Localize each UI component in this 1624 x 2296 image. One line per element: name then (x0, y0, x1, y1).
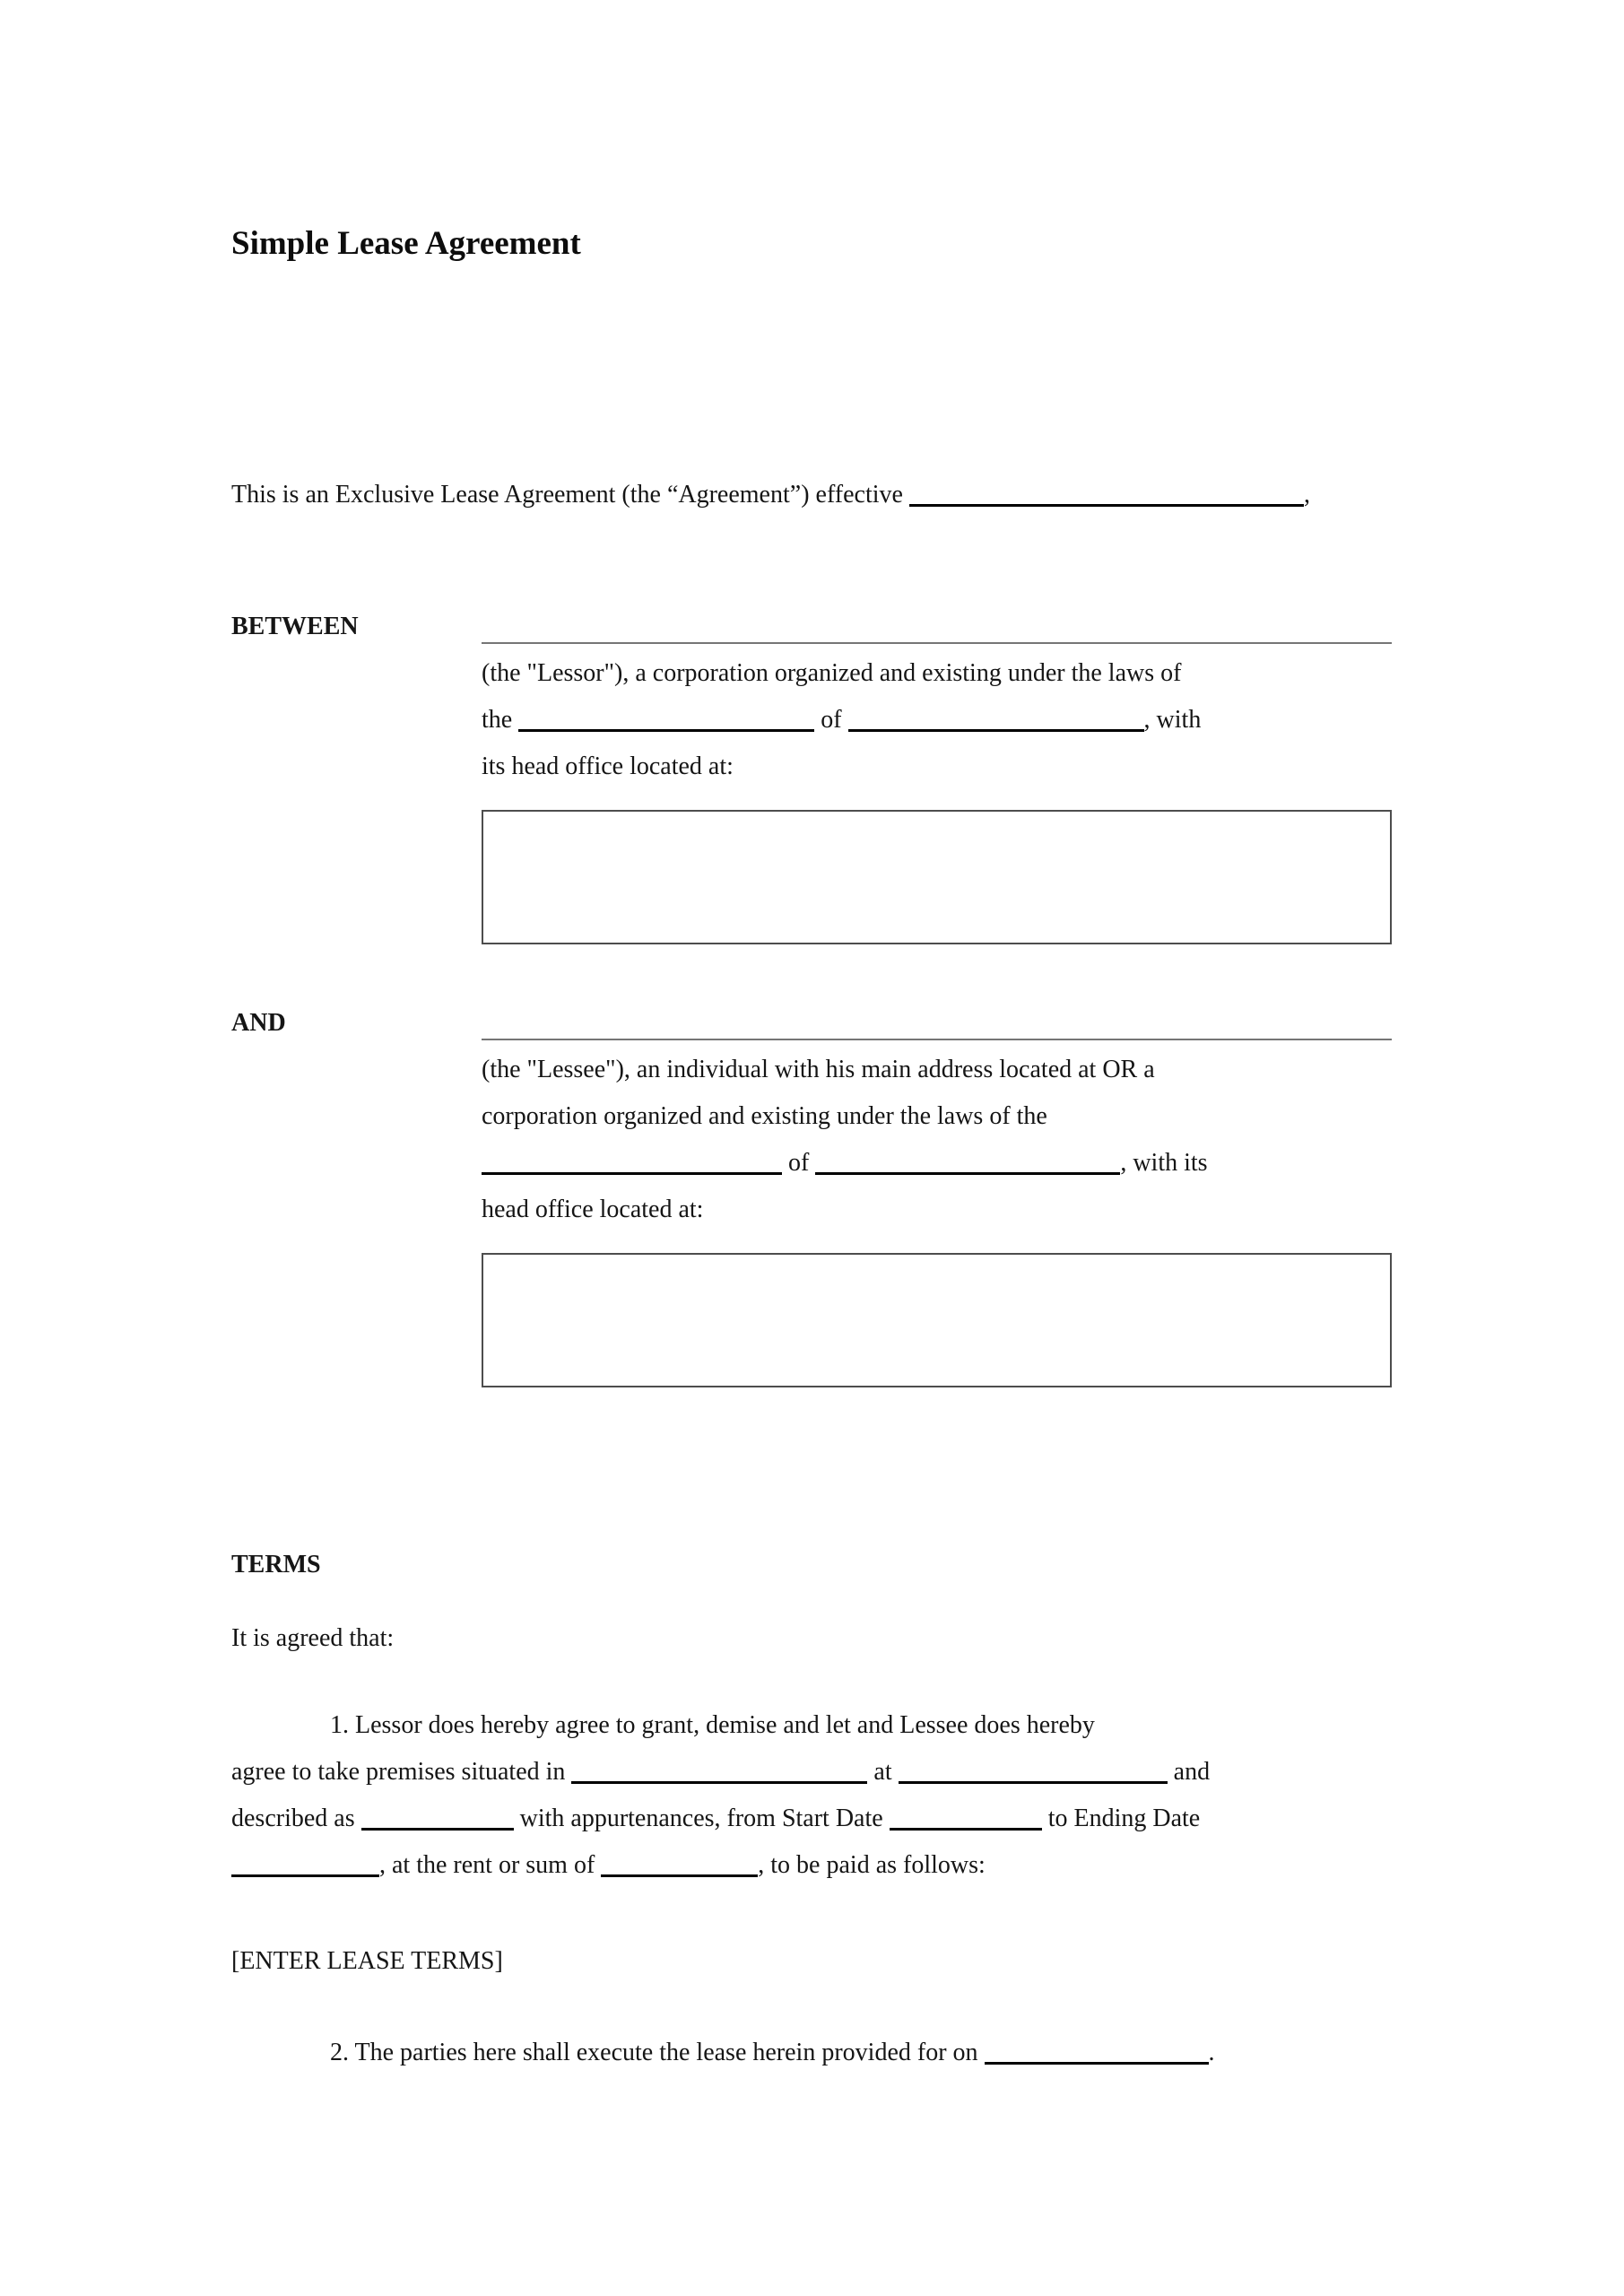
enter-lease-terms-placeholder[interactable]: [ENTER LEASE TERMS] (231, 1947, 503, 1975)
text-segment: (the "Lessee"), an individual with his main address located at OR a (482, 1056, 1155, 1083)
text-segment: 2. The parties here shall execute the lease herein provided for on (330, 2039, 985, 2066)
text-segment: , with its (1120, 1149, 1208, 1177)
text-segment: (the "Lessor"), a corporation organized and existing under the laws of (482, 659, 1182, 687)
premises-description-blank[interactable] (361, 1805, 514, 1831)
rent-sum-blank[interactable] (601, 1851, 758, 1877)
text-line (482, 1140, 1392, 1187)
lessee-address-box[interactable] (482, 1253, 1392, 1387)
document-title: Simple Lease Agreement (231, 225, 581, 262)
between-label: BETWEEN (231, 613, 359, 640)
ending-date-blank[interactable] (231, 1851, 379, 1877)
text-line (482, 650, 1392, 697)
text-segment: corporation organized and existing under the laws of the (482, 1102, 1047, 1130)
intro-paragraph (231, 472, 1392, 518)
text-segment: , to be paid as follows: (758, 1851, 986, 1879)
text-segment: at (867, 1758, 899, 1786)
effective-date-blank[interactable] (909, 481, 1304, 507)
lessee-jurisdiction-blank[interactable] (482, 1149, 782, 1175)
text-line (231, 1796, 1392, 1842)
lessor-jurisdiction-blank[interactable] (518, 706, 814, 732)
text-segment: . (1208, 2039, 1215, 2066)
text-segment: , (1303, 481, 1310, 509)
clause-1 (231, 1702, 1392, 1889)
execution-date-blank[interactable] (985, 2039, 1209, 2065)
text-segment: with appurtenances, from Start Date (513, 1805, 890, 1832)
text-line (482, 697, 1392, 744)
text-segment: This is an Exclusive Lease Agreement (the “Agreement”) effective (231, 481, 909, 509)
and-row (231, 1000, 1392, 1047)
terms-lead: It is agreed that: (231, 1624, 395, 1652)
text-line (231, 1702, 1392, 1749)
text-line (482, 1187, 1392, 1233)
premises-address-blank[interactable] (899, 1758, 1168, 1784)
text-segment: its head office located at: (482, 752, 734, 780)
clause-2 (231, 2030, 1392, 2076)
start-date-blank[interactable] (890, 1805, 1042, 1831)
text-line (231, 1842, 1392, 1889)
lessee-description (482, 1047, 1392, 1233)
text-line (482, 1047, 1392, 1093)
lessor-description (482, 650, 1392, 790)
and-label: AND (231, 1009, 286, 1037)
lessee-country-blank[interactable] (815, 1149, 1120, 1175)
text-segment: the (482, 706, 519, 734)
text-segment: , at the rent or sum of (379, 1851, 602, 1879)
text-line (482, 1093, 1392, 1140)
text-line (231, 2030, 1392, 2076)
text-segment: agree to take premises situated in (231, 1758, 572, 1786)
lessor-address-box[interactable] (482, 810, 1392, 944)
between-row (231, 604, 1392, 650)
lessee-name-line[interactable] (482, 1039, 1392, 1040)
lessor-country-blank[interactable] (848, 706, 1144, 732)
text-segment: described as (231, 1805, 361, 1832)
text-segment: of (782, 1149, 816, 1177)
text-segment: , with (1143, 706, 1202, 734)
text-segment: to Ending Date (1041, 1805, 1201, 1832)
text-segment: and (1167, 1758, 1211, 1786)
premises-location-blank[interactable] (571, 1758, 867, 1784)
text-line (231, 472, 1392, 518)
text-line (231, 1749, 1392, 1796)
text-segment: 1. Lessor does hereby agree to grant, demise and let and Lessee does hereby (330, 1711, 1095, 1739)
text-segment: head office located at: (482, 1196, 704, 1223)
text-line (482, 744, 1392, 790)
text-segment: of (814, 706, 848, 734)
lessor-name-line[interactable] (482, 642, 1392, 644)
terms-heading: TERMS (231, 1551, 321, 1578)
